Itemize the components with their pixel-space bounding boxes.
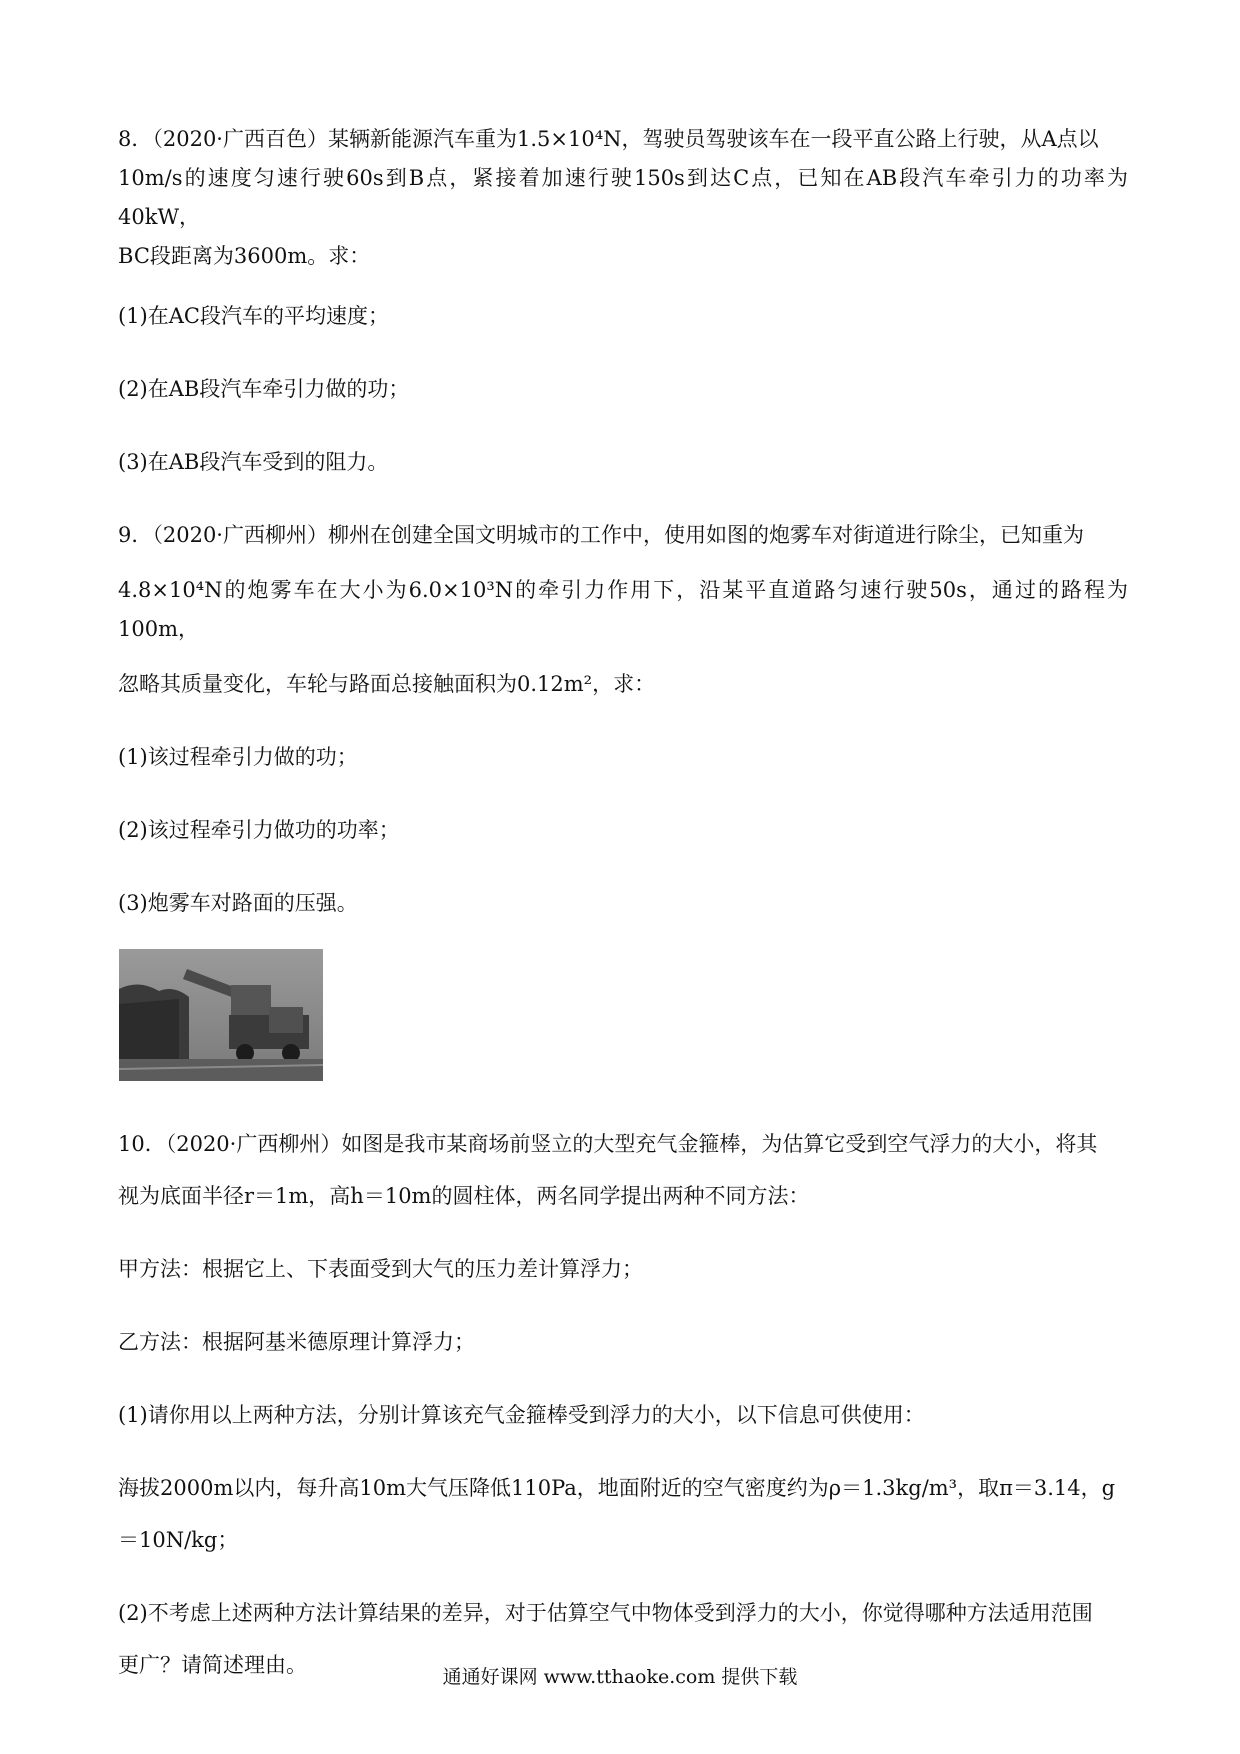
question-8-sub-1: (1)在AC段汽车的平均速度； (118, 304, 389, 328)
question-10-method-a: 甲方法：根据它上、下表面受到大气的压力差计算浮力； (118, 1257, 643, 1281)
question-10-sub-2-line-2: 更广？请简述理由。 (118, 1653, 307, 1677)
question-10-line-2: 视为底面半径r＝1m，高h＝10m的圆柱体，两名同学提出两种不同方法： (118, 1184, 810, 1208)
document-body (118, 120, 1128, 1685)
question-10-info-line-2: ＝10N/kg； (118, 1528, 239, 1552)
question-8-sub-3: (3)在AB段汽车受到的阻力。 (118, 450, 389, 474)
question-9 (118, 516, 1128, 1081)
page-footer: 通通好课网 www.tthaoke.com 提供下载 (442, 1666, 798, 1688)
question-9-sub-3: (3)炮雾车对路面的压强。 (118, 891, 358, 915)
question-8-line-3: BC段距离为3600m。求： (118, 244, 371, 268)
question-10-method-b: 乙方法：根据阿基米德原理计算浮力； (118, 1330, 475, 1354)
question-10-line-1: 10．（2020·广西柳州）如图是我市某商场前竖立的大型充气金箍棒，为估算它受到空气浮力的大小，将其 (118, 1132, 1098, 1156)
question-9-line-3: 忽略其质量变化，车轮与路面总接触面积为0.12m²，求： (118, 672, 656, 696)
question-9-line-1: 9．（2020·广西柳州）柳州在创建全国文明城市的工作中，使用如图的炮雾车对街道进行除尘，已知重为 (118, 523, 1084, 547)
fog-cannon-truck-photo (119, 949, 323, 1081)
question-8-line-2: 10m/s的速度匀速行驶60s到B点，紧接着加速行驶150s到达C点，已知在AB段汽车牵引力的功率为40kW， (118, 166, 1128, 229)
question-9-sub-1: (1)该过程牵引力做的功； (118, 745, 358, 769)
question-9-line-2: 4.8×10⁴N的炮雾车在大小为6.0×10³N的牵引力作用下，沿某平直道路匀速行驶50s，通过的路程为100m， (118, 578, 1128, 641)
question-10 (118, 1125, 1128, 1685)
question-10-info-line-1: 海拔2000m以内，每升高10m大气压降低110Pa，地面附近的空气密度约为ρ＝1.3kg/m³，取π＝3.14，g (118, 1476, 1116, 1500)
question-8-line-1: 8．（2020·广西百色）某辆新能源汽车重为1.5×10⁴N，驾驶员驾驶该车在一段平直公路上行驶，从A点以 (118, 127, 1099, 151)
question-8 (118, 120, 1128, 482)
question-9-sub-2: (2)该过程牵引力做功的功率； (118, 818, 400, 842)
question-10-sub-2-line-1: (2)不考虑上述两种方法计算结果的差异，对于估算空气中物体受到浮力的大小，你觉得哪种方法适用范围 (118, 1601, 1093, 1625)
question-10-sub-1: (1)请你用以上两种方法，分别计算该充气金箍棒受到浮力的大小，以下信息可供使用： (118, 1403, 925, 1427)
fog-cannon-truck-image (119, 949, 323, 1081)
question-8-sub-2: (2)在AB段汽车牵引力做的功； (118, 377, 410, 401)
